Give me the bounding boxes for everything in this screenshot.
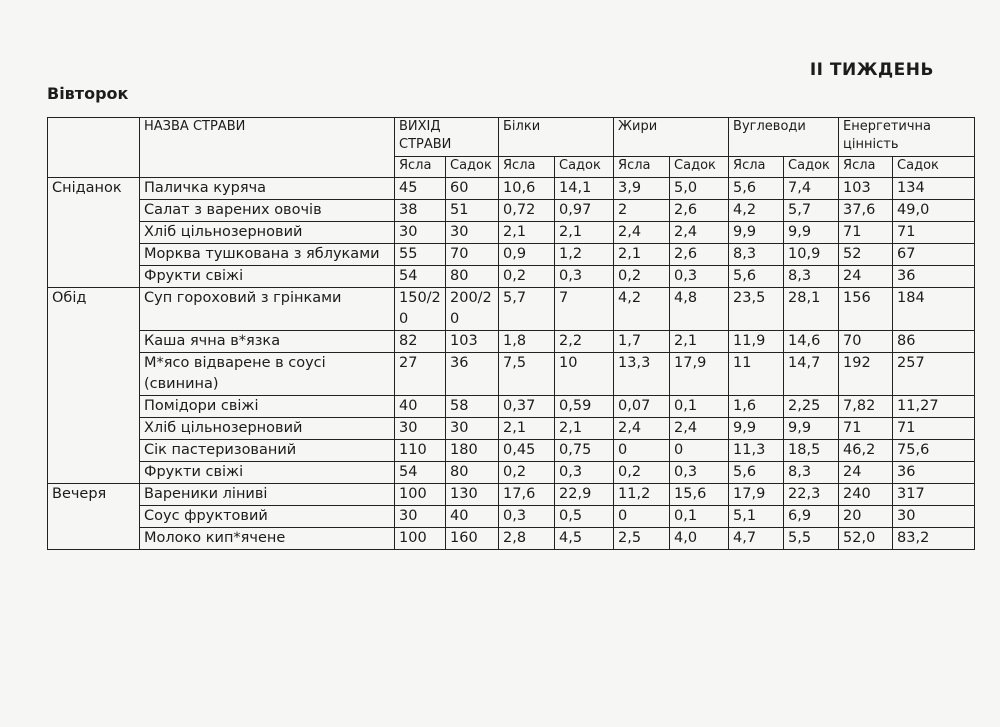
output-nursery-value: 150/20	[395, 288, 446, 331]
energy-kindergarten-value: 184	[893, 288, 975, 331]
table-row	[48, 178, 975, 200]
protein-nursery-value: 5,7	[499, 288, 555, 331]
output-nursery-value: 30	[395, 222, 446, 244]
dish-column-header: НАЗВА СТРАВИ	[140, 118, 395, 178]
energy-nursery-value: 71	[839, 222, 893, 244]
fat-nursery-value: 11,2	[614, 484, 670, 506]
protein-kindergarten-value: 0,5	[555, 506, 614, 528]
protein-nursery-value: 2,1	[499, 418, 555, 440]
energy-kindergarten-value: 36	[893, 462, 975, 484]
dish-name: Салат з варених овочів	[140, 200, 395, 222]
protein-kindergarten-value: 4,5	[555, 528, 614, 550]
energy-nursery-value: 24	[839, 266, 893, 288]
output-nursery-value: 54	[395, 462, 446, 484]
carbs-nursery-value: 5,6	[729, 462, 784, 484]
meal-cell-empty	[48, 244, 140, 266]
protein-nursery-value: 2,1	[499, 222, 555, 244]
output-kindergarten-value: 103	[446, 331, 499, 353]
energy-nursery-value: 7,82	[839, 396, 893, 418]
output-kindergarten-value: 80	[446, 266, 499, 288]
carbs-kindergarten-value: 9,9	[784, 222, 839, 244]
protein-kindergarten-value: 0,59	[555, 396, 614, 418]
protein-kindergarten-value: 10	[555, 353, 614, 396]
energy-nursery-value: 70	[839, 331, 893, 353]
fat-kindergarten-value: 5,0	[670, 178, 729, 200]
energy-kindergarten-value: 134	[893, 178, 975, 200]
fat-kindergarten-value: 2,6	[670, 244, 729, 266]
fat-nursery-value: 2,5	[614, 528, 670, 550]
protein-kindergarten-value: 0,3	[555, 462, 614, 484]
fat-kindergarten-value: 0,3	[670, 462, 729, 484]
output-kindergarten-value: 70	[446, 244, 499, 266]
carbs-nursery-value: 1,6	[729, 396, 784, 418]
dish-name: Фрукти свіжі	[140, 266, 395, 288]
fat-nursery-value: 2,1	[614, 244, 670, 266]
dish-name: Вареники ліниві	[140, 484, 395, 506]
output-nursery-value: 82	[395, 331, 446, 353]
energy-kindergarten-value: 86	[893, 331, 975, 353]
table-row	[48, 266, 975, 288]
protein-kindergarten-value: 2,2	[555, 331, 614, 353]
energy-nursery-value: 20	[839, 506, 893, 528]
output-kindergarten-header: Садок	[446, 157, 499, 178]
week-heading: II ТИЖДЕНЬ	[809, 60, 934, 80]
energy-kindergarten-value: 83,2	[893, 528, 975, 550]
energy-kindergarten-value: 71	[893, 418, 975, 440]
energy-nursery-value: 46,2	[839, 440, 893, 462]
protein-nursery-value: 7,5	[499, 353, 555, 396]
carbs-nursery-value: 23,5	[729, 288, 784, 331]
carbs-kindergarten-header: Садок	[784, 157, 839, 178]
carbs-nursery-value: 5,1	[729, 506, 784, 528]
table-row	[48, 244, 975, 266]
protein-nursery-value: 0,9	[499, 244, 555, 266]
carbs-kindergarten-value: 6,9	[784, 506, 839, 528]
energy-nursery-value: 192	[839, 353, 893, 396]
table-row	[48, 396, 975, 418]
table-row	[48, 222, 975, 244]
fat-nursery-value: 2,4	[614, 418, 670, 440]
fat-nursery-value: 0	[614, 440, 670, 462]
fat-nursery-value: 0,07	[614, 396, 670, 418]
output-kindergarten-value: 51	[446, 200, 499, 222]
protein-kindergarten-value: 0,97	[555, 200, 614, 222]
carbs-kindergarten-value: 14,7	[784, 353, 839, 396]
protein-kindergarten-value: 7	[555, 288, 614, 331]
protein-nursery-header: Ясла	[499, 157, 555, 178]
output-nursery-value: 30	[395, 418, 446, 440]
protein-nursery-value: 0,3	[499, 506, 555, 528]
protein-nursery-value: 0,2	[499, 266, 555, 288]
energy-kindergarten-value: 67	[893, 244, 975, 266]
dish-name: Соус фруктовий	[140, 506, 395, 528]
table-row	[48, 418, 975, 440]
meal-label: Обід	[48, 288, 140, 331]
output-nursery-value: 30	[395, 506, 446, 528]
fat-nursery-value: 13,3	[614, 353, 670, 396]
carbs-nursery-value: 11	[729, 353, 784, 396]
meal-cell-empty	[48, 440, 140, 462]
carbs-nursery-value: 9,9	[729, 418, 784, 440]
dish-name: Каша ячна в*язка	[140, 331, 395, 353]
meal-label: Вечеря	[48, 484, 140, 506]
fat-kindergarten-value: 4,8	[670, 288, 729, 331]
protein-kindergarten-value: 2,1	[555, 418, 614, 440]
carbs-nursery-value: 8,3	[729, 244, 784, 266]
output-nursery-value: 100	[395, 484, 446, 506]
fat-kindergarten-value: 2,1	[670, 331, 729, 353]
table-row	[48, 200, 975, 222]
protein-nursery-value: 0,45	[499, 440, 555, 462]
fat-nursery-value: 3,9	[614, 178, 670, 200]
carbs-kindergarten-value: 18,5	[784, 440, 839, 462]
energy-kindergarten-value: 71	[893, 222, 975, 244]
energy-kindergarten-value: 11,27	[893, 396, 975, 418]
energy-kindergarten-header: Садок	[893, 157, 975, 178]
energy-kindergarten-value: 75,6	[893, 440, 975, 462]
output-column-header: ВИХІД СТРАВИ	[395, 118, 499, 157]
carbs-nursery-header: Ясла	[729, 157, 784, 178]
meal-cell-empty	[48, 418, 140, 440]
fat-nursery-value: 0,2	[614, 266, 670, 288]
protein-kindergarten-header: Садок	[555, 157, 614, 178]
fat-column-header: Жири	[614, 118, 729, 157]
day-heading: Вівторок	[47, 84, 129, 103]
protein-kindergarten-value: 1,2	[555, 244, 614, 266]
fat-kindergarten-value: 0,1	[670, 396, 729, 418]
carbs-kindergarten-value: 2,25	[784, 396, 839, 418]
energy-nursery-value: 24	[839, 462, 893, 484]
output-kindergarten-value: 36	[446, 353, 499, 396]
fat-nursery-value: 0,2	[614, 462, 670, 484]
energy-nursery-value: 52	[839, 244, 893, 266]
energy-nursery-value: 37,6	[839, 200, 893, 222]
carbs-nursery-value: 4,7	[729, 528, 784, 550]
output-kindergarten-value: 58	[446, 396, 499, 418]
protein-nursery-value: 10,6	[499, 178, 555, 200]
output-kindergarten-value: 130	[446, 484, 499, 506]
meal-cell-empty	[48, 506, 140, 528]
carbs-kindergarten-value: 10,9	[784, 244, 839, 266]
fat-nursery-header: Ясла	[614, 157, 670, 178]
table-body	[48, 178, 975, 550]
protein-kindergarten-value: 2,1	[555, 222, 614, 244]
energy-nursery-value: 240	[839, 484, 893, 506]
protein-kindergarten-value: 22,9	[555, 484, 614, 506]
table-row	[48, 484, 975, 506]
fat-nursery-value: 4,2	[614, 288, 670, 331]
protein-kindergarten-value: 0,3	[555, 266, 614, 288]
energy-nursery-header: Ясла	[839, 157, 893, 178]
fat-kindergarten-value: 4,0	[670, 528, 729, 550]
carbs-nursery-value: 17,9	[729, 484, 784, 506]
dish-name: Паличка куряча	[140, 178, 395, 200]
table-row	[48, 506, 975, 528]
protein-column-header: Білки	[499, 118, 614, 157]
output-nursery-value: 54	[395, 266, 446, 288]
table-row	[48, 528, 975, 550]
carbs-nursery-value: 11,9	[729, 331, 784, 353]
protein-nursery-value: 0,2	[499, 462, 555, 484]
protein-nursery-value: 2,8	[499, 528, 555, 550]
output-nursery-value: 110	[395, 440, 446, 462]
carbs-nursery-value: 5,6	[729, 178, 784, 200]
table-row	[48, 331, 975, 353]
energy-nursery-value: 52,0	[839, 528, 893, 550]
carbs-kindergarten-value: 5,5	[784, 528, 839, 550]
fat-nursery-value: 0	[614, 506, 670, 528]
protein-kindergarten-value: 0,75	[555, 440, 614, 462]
dish-name: Сік пастеризований	[140, 440, 395, 462]
fat-kindergarten-value: 15,6	[670, 484, 729, 506]
energy-kindergarten-value: 257	[893, 353, 975, 396]
dish-name: Хліб цільнозерновий	[140, 222, 395, 244]
output-kindergarten-value: 180	[446, 440, 499, 462]
fat-nursery-value: 2,4	[614, 222, 670, 244]
output-nursery-header: Ясла	[395, 157, 446, 178]
energy-kindergarten-value: 317	[893, 484, 975, 506]
protein-nursery-value: 0,37	[499, 396, 555, 418]
protein-nursery-value: 17,6	[499, 484, 555, 506]
fat-kindergarten-value: 0,1	[670, 506, 729, 528]
fat-kindergarten-value: 2,6	[670, 200, 729, 222]
carbs-kindergarten-value: 14,6	[784, 331, 839, 353]
output-nursery-value: 27	[395, 353, 446, 396]
energy-nursery-value: 156	[839, 288, 893, 331]
output-kindergarten-value: 80	[446, 462, 499, 484]
output-kindergarten-value: 200/20	[446, 288, 499, 331]
fat-kindergarten-value: 17,9	[670, 353, 729, 396]
carbs-kindergarten-value: 8,3	[784, 462, 839, 484]
carbs-kindergarten-value: 8,3	[784, 266, 839, 288]
table-row	[48, 288, 975, 331]
meal-cell-empty	[48, 353, 140, 396]
table-row	[48, 353, 975, 396]
carbs-kindergarten-value: 7,4	[784, 178, 839, 200]
energy-kindergarten-value: 30	[893, 506, 975, 528]
dish-name: Молоко кип*ячене	[140, 528, 395, 550]
fat-kindergarten-header: Садок	[670, 157, 729, 178]
meal-cell-empty	[48, 331, 140, 353]
energy-column-header: Енергетична цінність	[839, 118, 975, 157]
table-row	[48, 462, 975, 484]
output-nursery-value: 45	[395, 178, 446, 200]
meal-label: Сніданок	[48, 178, 140, 200]
fat-kindergarten-value: 0	[670, 440, 729, 462]
meal-cell-empty	[48, 396, 140, 418]
output-nursery-value: 40	[395, 396, 446, 418]
dish-name: Суп гороховий з грінками	[140, 288, 395, 331]
output-kindergarten-value: 60	[446, 178, 499, 200]
carbs-nursery-value: 9,9	[729, 222, 784, 244]
fat-kindergarten-value: 0,3	[670, 266, 729, 288]
carbs-kindergarten-value: 28,1	[784, 288, 839, 331]
output-nursery-value: 38	[395, 200, 446, 222]
meal-cell-empty	[48, 266, 140, 288]
output-nursery-value: 55	[395, 244, 446, 266]
meal-column-header	[48, 118, 140, 178]
menu-table	[47, 117, 975, 550]
dish-name: М*ясо відварене в соусі (свинина)	[140, 353, 395, 396]
fat-kindergarten-value: 2,4	[670, 222, 729, 244]
carbs-kindergarten-value: 5,7	[784, 200, 839, 222]
table-row	[48, 440, 975, 462]
carbs-kindergarten-value: 9,9	[784, 418, 839, 440]
carbs-column-header: Вуглеводи	[729, 118, 839, 157]
protein-nursery-value: 0,72	[499, 200, 555, 222]
protein-nursery-value: 1,8	[499, 331, 555, 353]
meal-cell-empty	[48, 528, 140, 550]
meal-cell-empty	[48, 222, 140, 244]
dish-name: Помідори свіжі	[140, 396, 395, 418]
protein-kindergarten-value: 14,1	[555, 178, 614, 200]
output-kindergarten-value: 40	[446, 506, 499, 528]
dish-name: Морква тушкована з яблуками	[140, 244, 395, 266]
output-kindergarten-value: 160	[446, 528, 499, 550]
energy-nursery-value: 71	[839, 418, 893, 440]
output-nursery-value: 100	[395, 528, 446, 550]
carbs-nursery-value: 11,3	[729, 440, 784, 462]
output-kindergarten-value: 30	[446, 222, 499, 244]
fat-nursery-value: 2	[614, 200, 670, 222]
energy-kindergarten-value: 36	[893, 266, 975, 288]
output-kindergarten-value: 30	[446, 418, 499, 440]
dish-name: Фрукти свіжі	[140, 462, 395, 484]
carbs-kindergarten-value: 22,3	[784, 484, 839, 506]
energy-nursery-value: 103	[839, 178, 893, 200]
fat-kindergarten-value: 2,4	[670, 418, 729, 440]
meal-cell-empty	[48, 200, 140, 222]
fat-nursery-value: 1,7	[614, 331, 670, 353]
carbs-nursery-value: 5,6	[729, 266, 784, 288]
energy-kindergarten-value: 49,0	[893, 200, 975, 222]
table-header	[48, 118, 975, 178]
carbs-nursery-value: 4,2	[729, 200, 784, 222]
meal-cell-empty	[48, 462, 140, 484]
dish-name: Хліб цільнозерновий	[140, 418, 395, 440]
